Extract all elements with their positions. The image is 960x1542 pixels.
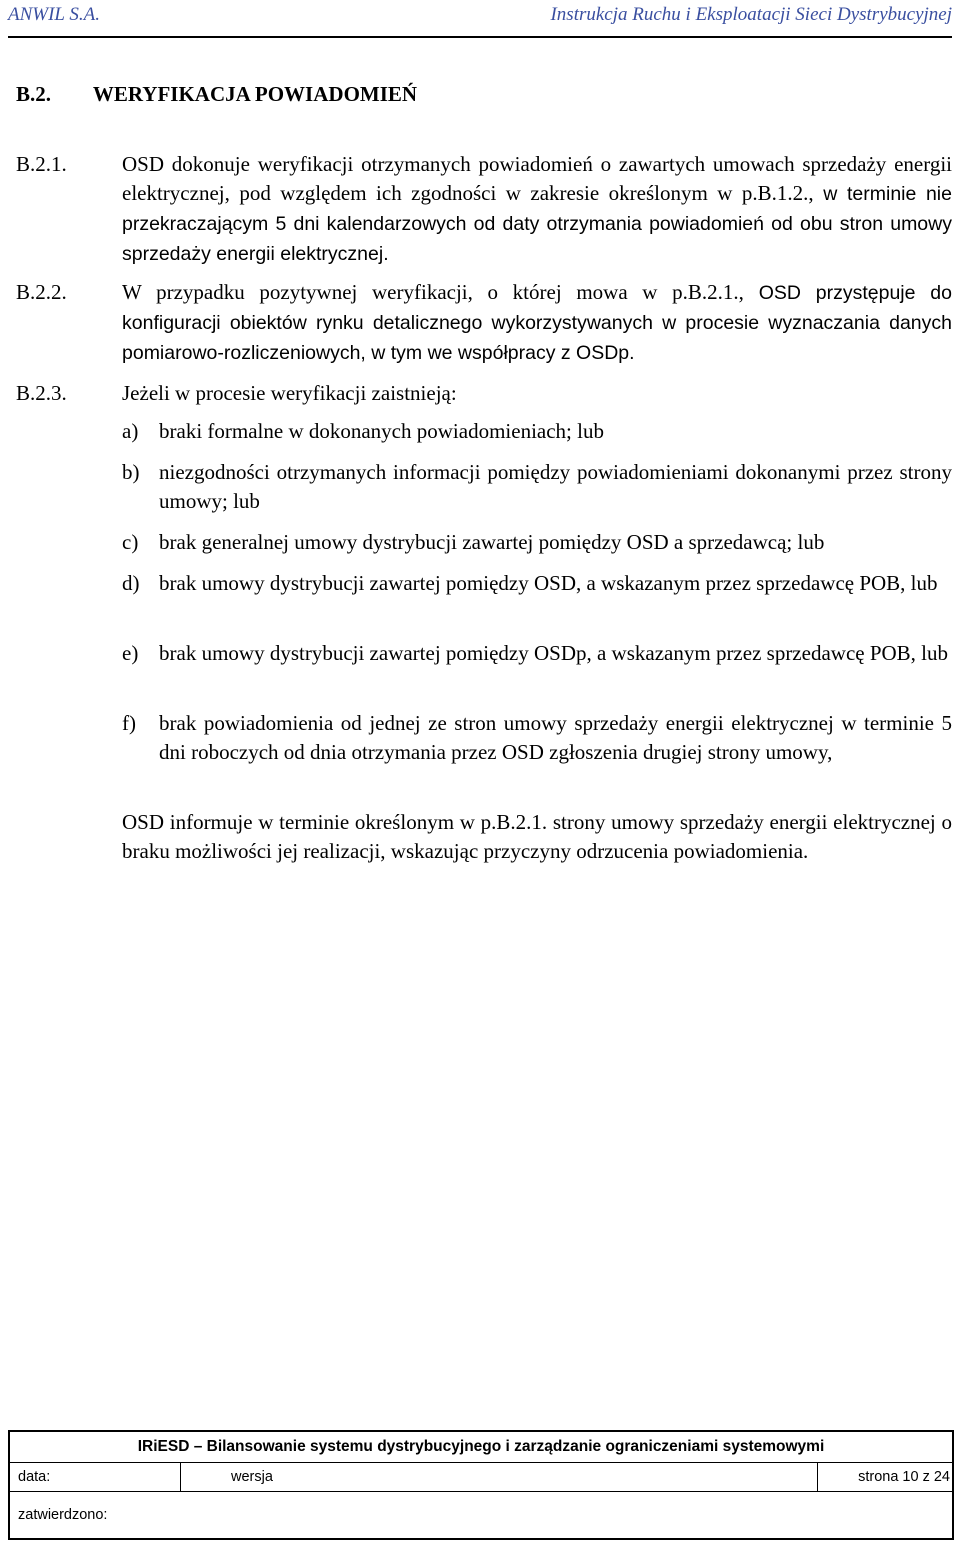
section-title: WERYFIKACJA POWIADOMIEŃ (92, 82, 418, 106)
paragraph-number: B.2.1. (16, 152, 67, 176)
page-footer (8, 1430, 954, 1540)
header-company: ANWIL S.A. (8, 4, 101, 25)
list-item-label: f) (122, 711, 136, 735)
paragraph-text-sans: OSD przystępuje do konfiguracji obiektów rynku detalicznego wykorzystywanych w procesie wyznaczania danych pomiarowo-rozliczeniowych, w tym we współpracy z OSDp. (122, 282, 952, 364)
footer-approved-label: zatwierdzono: (18, 1507, 108, 1523)
section-heading (16, 82, 417, 107)
section-number: B.2. (16, 82, 52, 106)
footer-title: IRiESD – Bilansowanie systemu dystrybucyjnego i zarządzanie ograniczeniami systemowymi (10, 1432, 952, 1463)
list-item-label: c) (122, 530, 139, 554)
paragraph-number: B.2.3. (16, 381, 67, 405)
list-item-label: d) (122, 571, 140, 595)
paragraph-text (122, 278, 952, 368)
paragraph-text-sans: w terminie nie przekraczającym 5 dni kalendarzowych od daty otrzymania powiadomień od obu stron umowy sprzedaży energii elektrycznej. (122, 183, 952, 265)
footer-version-label: wersja (181, 1463, 818, 1491)
footer-meta-row (10, 1463, 952, 1492)
list-item-label: e) (122, 641, 139, 665)
list-item-label: a) (122, 419, 139, 443)
footer-date-label: data: (10, 1463, 181, 1491)
paragraph-text: Jeżeli w procesie weryfikacji zaistnieją: (122, 381, 457, 405)
list-item-label: b) (122, 460, 140, 484)
header-document-title: Instrukcja Ruchu i Eksploatacji Sieci Dystrybucyjnej (550, 4, 952, 25)
paragraph-text-serif: W przypadku pozytywnej weryfikacji, o której mowa w p.B.2.1., (122, 280, 744, 304)
page-header (8, 2, 952, 38)
list-item-text: brak powiadomienia od jednej ze stron umowy sprzedaży energii elektrycznej w terminie 5 dni roboczych od dnia otrzymania przez OSD zgłoszenia drugiej strony umowy, (159, 711, 952, 764)
conclusion-paragraph: OSD informuje w terminie określonym w p.B.2.1. strony umowy sprzedaży energii elektrycznej o braku możliwości jej realizacji, wskazując przyczyny odrzucenia powiadomienia. (122, 810, 952, 863)
paragraph-number: B.2.2. (16, 280, 67, 304)
list-item-text: brak umowy dystrybucji zawartej pomiędzy OSD, a wskazanym przez sprzedawcę POB, lub (159, 571, 938, 595)
list-item-text: brak generalnej umowy dystrybucji zawartej pomiędzy OSD a sprzedawcą; lub (159, 530, 825, 554)
list-item-text: niezgodności otrzymanych informacji pomiędzy powiadomieniami dokonanymi przez strony umowy; lub (159, 460, 952, 513)
list-item-text: brak umowy dystrybucji zawartej pomiędzy OSDp, a wskazanym przez sprzedawcę POB, lub (159, 641, 949, 665)
footer-page-label: strona 10 z 24 (858, 1469, 950, 1485)
footer-approval-row (10, 1492, 952, 1538)
paragraph-text-serif: OSD dokonuje weryfikacji otrzymanych powiadomień o zawartych umowach sprzedaży energii elektrycznej, pod względem ich zgodności w zakresie określonym w p.B.1.2., (122, 152, 952, 205)
list-item-text: braki formalne w dokonanych powiadomieniach; lub (159, 419, 604, 443)
paragraph-text (122, 150, 952, 269)
